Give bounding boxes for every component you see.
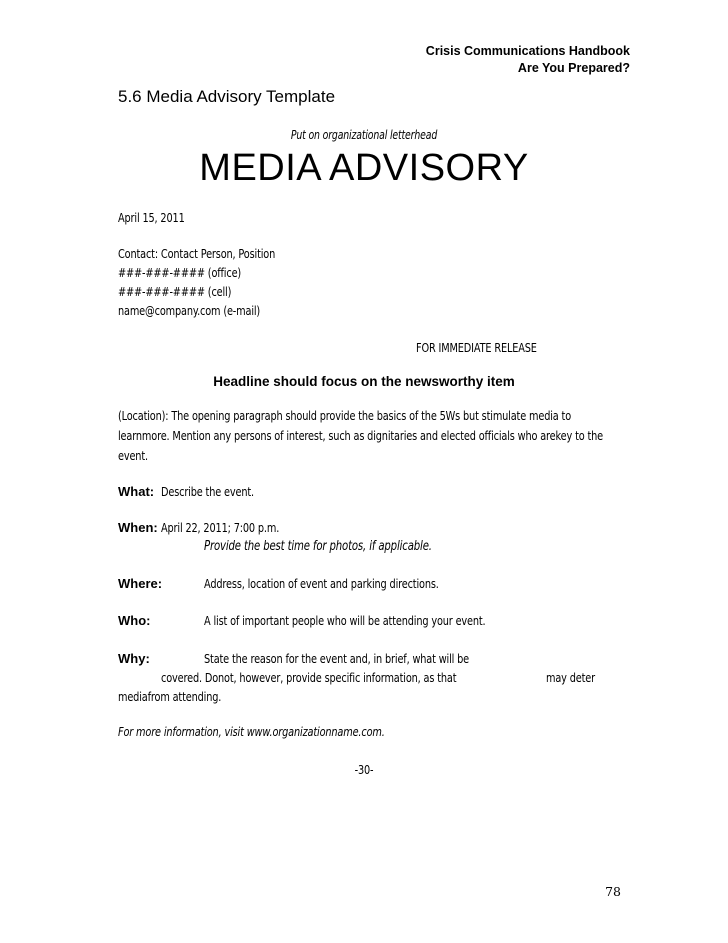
what-label: What: <box>118 484 155 499</box>
intro-line-1: (Location): The opening paragraph should provide the basics of the 5Ws but stimulate media to <box>118 408 572 423</box>
intro-line-2: learnmore. Mention any persons of interest, such as dignitaries and elected officials who arekey to the <box>118 428 604 443</box>
what-text: Describe the event. <box>161 484 254 499</box>
why-line-2: covered. Donot, however, provide specific information, as that <box>161 670 457 685</box>
where-text: Address, location of event and parking directions. <box>204 576 439 591</box>
why-line-2-end: may deter <box>546 670 595 685</box>
release-statement: FOR IMMEDIATE RELEASE <box>416 340 537 355</box>
where-label: Where: <box>118 576 163 591</box>
end-mark: -30- <box>354 762 374 777</box>
running-header-subtitle: Are You Prepared? <box>517 61 630 75</box>
section-title: 5.6 Media Advisory Template <box>118 87 336 106</box>
document-title: MEDIA ADVISORY <box>199 147 529 189</box>
contact-person: Contact: Contact Person, Position <box>118 246 276 261</box>
why-label: Why: <box>118 651 150 666</box>
why-line-3: mediafrom attending. <box>118 689 222 704</box>
when-label: When: <box>118 520 158 535</box>
letterhead-note: Put on organizational letterhead <box>290 128 438 142</box>
when-photo-note: Provide the best time for photos, if applicable. <box>204 539 432 554</box>
contact-cell-phone: ###-###-#### (cell) <box>118 284 232 299</box>
running-header-title: Crisis Communications Handbook <box>425 44 630 58</box>
contact-email: name@company.com (e-mail) <box>118 303 261 318</box>
contact-office-phone: ###-###-#### (office) <box>118 265 242 280</box>
intro-line-3: event. <box>118 448 148 463</box>
more-info: For more information, visit www.organizationname.com. <box>118 724 385 739</box>
who-label: Who: <box>118 613 151 628</box>
who-text: A list of important people who will be attending your event. <box>204 613 486 628</box>
why-line-1: State the reason for the event and, in brief, what will be <box>204 651 470 666</box>
advisory-date: April 15, 2011 <box>118 210 185 225</box>
page-number: 78 <box>605 884 621 899</box>
when-text: April 22, 2011; 7:00 p.m. <box>161 520 280 535</box>
headline: Headline should focus on the newsworthy item <box>213 374 515 389</box>
